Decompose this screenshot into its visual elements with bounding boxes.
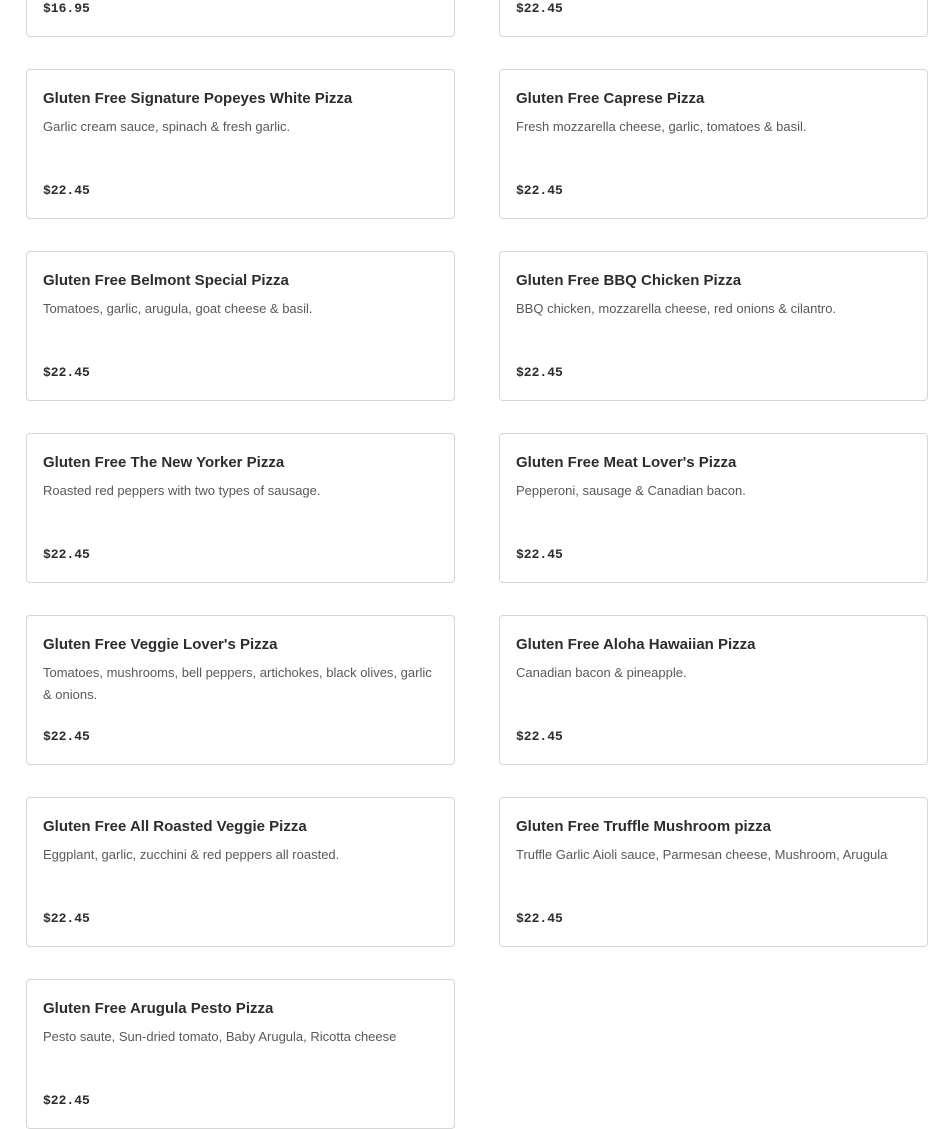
menu-item-card[interactable] xyxy=(499,797,928,947)
menu-item-name: Gluten Free Veggie Lover's Pizza xyxy=(43,636,278,653)
menu-item-description: Tomatoes, garlic, arugula, goat cheese & basil. xyxy=(43,301,313,316)
menu-item-description: Roasted red peppers with two types of sausage. xyxy=(43,483,321,498)
menu-item-description: Pepperoni, sausage & Canadian bacon. xyxy=(516,483,746,498)
menu-item-price: $22.45 xyxy=(516,1,563,16)
menu-item-price: $22.45 xyxy=(43,547,90,562)
menu-item-name: Gluten Free BBQ Chicken Pizza xyxy=(516,272,742,289)
menu-items-grid xyxy=(26,0,928,1129)
menu-item-card[interactable] xyxy=(499,615,928,765)
menu-item-description: Pesto saute, Sun-dried tomato, Baby Arugula, Ricotta cheese xyxy=(43,1029,397,1044)
menu-item-description: BBQ chicken, mozzarella cheese, red onions & cilantro. xyxy=(516,301,837,316)
menu-item-price: $22.45 xyxy=(43,183,90,198)
menu-item-card[interactable] xyxy=(26,69,455,219)
menu-item-card[interactable] xyxy=(499,433,928,583)
menu-item-card[interactable] xyxy=(26,979,455,1129)
menu-item-price: $22.45 xyxy=(516,547,563,562)
menu-item-card[interactable] xyxy=(499,69,928,219)
menu-item-description: Canadian bacon & pineapple. xyxy=(516,665,687,680)
menu-item-card[interactable] xyxy=(26,0,455,37)
menu-item-name: Gluten Free Arugula Pesto Pizza xyxy=(43,1000,274,1017)
menu-item-price: $22.45 xyxy=(43,365,90,380)
menu-item-description: Eggplant, garlic, zucchini & red peppers all roasted. xyxy=(43,847,340,862)
menu-item-name: Gluten Free Meat Lover's Pizza xyxy=(516,454,737,471)
menu-item-name: Gluten Free Caprese Pizza xyxy=(516,90,705,107)
menu-item-card[interactable] xyxy=(26,433,455,583)
menu-item-price: $22.45 xyxy=(43,911,90,926)
menu-item-card[interactable] xyxy=(26,615,455,765)
menu-item-price: $22.45 xyxy=(43,1093,90,1108)
menu-item-description: Fresh mozzarella cheese, garlic, tomatoes & basil. xyxy=(516,119,807,134)
menu-item-name: Gluten Free Aloha Hawaiian Pizza xyxy=(516,636,756,653)
menu-item-price: $22.45 xyxy=(516,183,563,198)
menu-item-card[interactable] xyxy=(26,797,455,947)
menu-item-name: Gluten Free Signature Popeyes White Pizza xyxy=(43,90,353,107)
menu-item-name: Gluten Free All Roasted Veggie Pizza xyxy=(43,818,307,835)
menu-item-price: $16.95 xyxy=(43,1,90,16)
menu-item-card[interactable] xyxy=(26,251,455,401)
menu-item-name: Gluten Free Truffle Mushroom pizza xyxy=(516,818,772,835)
menu-item-description: Garlic cream sauce, spinach & fresh garlic. xyxy=(43,119,291,134)
menu-item-price: $22.45 xyxy=(516,365,563,380)
menu-item-name: Gluten Free Belmont Special Pizza xyxy=(43,272,289,289)
menu-item-price: $22.45 xyxy=(43,729,90,744)
menu-item-description: Tomatoes, mushrooms, bell peppers, artichokes, black olives, garlic & onions. xyxy=(43,665,432,702)
menu-item-card[interactable] xyxy=(499,0,928,37)
menu-item-name: Gluten Free The New Yorker Pizza xyxy=(43,454,285,471)
menu-item-price: $22.45 xyxy=(516,729,563,744)
menu-item-price: $22.45 xyxy=(516,911,563,926)
menu-item-card[interactable] xyxy=(499,251,928,401)
menu-item-description: Truffle Garlic Aioli sauce, Parmesan cheese, Mushroom, Arugula xyxy=(516,847,888,862)
